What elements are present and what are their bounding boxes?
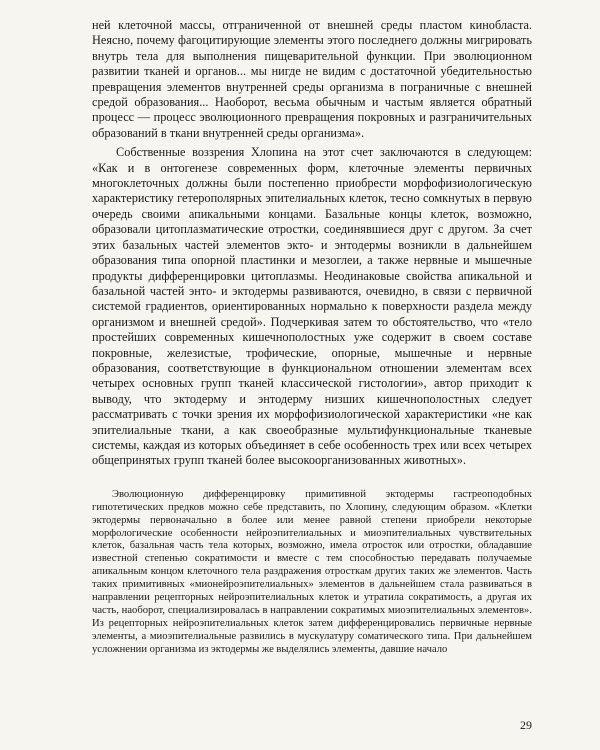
main-text-block: [92, 18, 532, 469]
small-print-block: [92, 489, 532, 657]
main-paragraph: ней клеточной массы, отграниченной от внешней среды пластом кинобласта. Неясно, почему фагоцитирующие элементы этого последнего должны мигрировать внутрь тела для выполнения пищеварительной функции. При эволюционном развитии тканей и органов... мы нигде не видим с достаточной убедительностью превращения элементов внутренней среды организма в пограничные с внешней средой образования... Наоборот, весьма обычным и частым является обратный процесс — процесс эволюционного превращения покровных и разграничительных образований в ткани внутренней среды организма».: [92, 18, 532, 140]
small-print-paragraph: Эволюционную дифференцировку примитивной эктодермы гастреоподобных гипотетических предков можно себе представить, по Хлопину, следующим образом. «Клетки эктодермы первоначально в более или менее равной степени приобрели некоторые морфологические особенности нейроэпителиальных и миоэпителиальных чувствительных клеток, базальная часть тела которых, возможно, имела отросток или отростки, обладавшие известной степенью сократимости и вместе с тем способностью передавать получаемые апикальным концом клеточного тела раздражения отросткам других таких же элементов. Часть таких примитивных «мионейроэпителиальных» элементов в дальнейшем стала развиваться в направлении рецепторных нейроэпителиальных клеток и утратила сократимость, а другая их часть, наоборот, специализировалась в направлении сократимых миоэпителиальных элементов». Из рецепторных нейроэпителиальных клеток затем дифференцировались первичные нервные элементы, а миоэпителиальные развились в мускулатуру соматического типа. При дальнейшем усложнении организма из эктодермы же выделялись элементы, давшие начало: [92, 488, 532, 655]
page-number: 29: [520, 718, 532, 732]
main-paragraph: Собственные воззрения Хлопина на этот счет заключаются в следующем: «Как и в онтогенезе современных форм, клеточные элементы первичных многоклеточных должны были постепенно приобрести морфофизиологическую характеристику гетерополярных эпителиальных клеток, тесно сомкнутых в первую очередь своими апикальными концами. Базальные концы клеток, возможно, образовали цитоплазматические отростки, соединявшиеся друг с другом. За счет этих базальных частей элементов экто- и энтодермы возникли в дальнейшем образования типа опорной пластинки и мезоглеи, а также нервные и мышечные продукты дифференцировки цитоплазмы. Неодинаковые свойства апикальной и базальной частей энто- и эктодермы развиваются, очевидно, в связи с первичной системой градиентов, ориентированных нормально к поверхности раздела между организмом и внешней средой». Подчеркивая затем то обстоятельство, что «тело простейших современных кишечнополостных уже содержит в своем составе покровные, железистые, трофические, опорные, мышечные и нервные образования, соответствующие в функциональном отношении элементам всех четырех основных групп тканей классической гистологии», автор приходит к выводу, что эктодерму и энтодерму низших кишечнополостных следует рассматривать с точки зрения их морфофизиологической характеристики «не как эпителиальные ткани, а как своеобразные мультифункциональные тканевые системы, каждая из которых объединяет в себе особенность трех или всех четырех общепринятых групп тканей более высокоорганизованных животных».: [92, 145, 532, 468]
